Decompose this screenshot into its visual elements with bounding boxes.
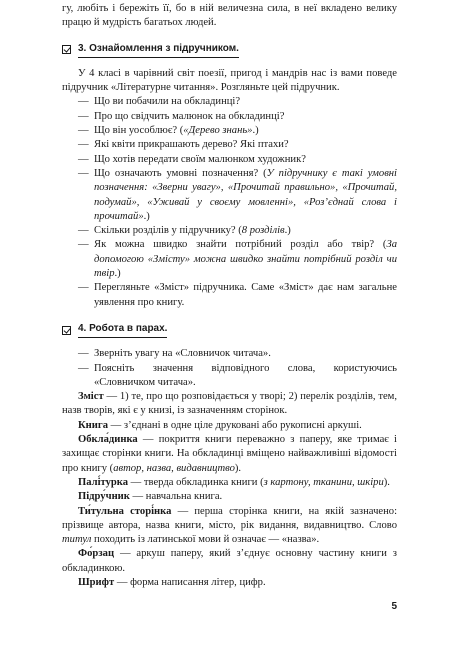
question-3: — Що він уособлює? («Дерево знань».): [78, 125, 259, 137]
question-7: — Скільки розділів у підручнику? (8 розділів.): [78, 225, 291, 237]
definition-pidruchnyk: Підру́чник — навчальна книга.: [78, 491, 223, 503]
section-4-heading: [62, 322, 397, 338]
task-1: — Зверніть увагу на «Словничок читача».: [78, 348, 271, 360]
task-2: — Поясніть значення відповідного слова, користуючись «Словничком читача».: [78, 362, 397, 388]
definition-obkladynka: Обкла́динка — покриття книги переважно з паперу, яке тримає і захищає сторінки книги. На обкладинці вміщено найважливіші відомості про книгу (автор, назва, видавництво).: [62, 434, 397, 474]
intro-paragraph: гу, любіть і бережіть її, бо в ній величезна сила, в неї вкладено велику працю й мудрість багатьох людей.: [62, 3, 397, 29]
definition-paliturka: Палі́турка — тверда обкладинка книги (з картону, тканини, шкіри).: [78, 476, 390, 488]
definition-zmist: Зміст — 1) те, про що розповідається у творі; 2) перелік розділів, тем, назв творів, які є у книзі, із зазначенням сторінок.: [62, 391, 397, 417]
checkbox-icon: [62, 45, 71, 54]
definition-forzats: Фо́рзац — аркуш паперу, який з’єднує основну частину книги з обкладинкою.: [62, 548, 397, 574]
definition-shryft: Шрифт — форма написання літер, цифр.: [78, 576, 266, 588]
question-2: — Про що свідчить малюнок на обкладинці?: [78, 110, 285, 122]
question-9: — Перегляньте «Зміст» підручника. Саме «Зміст» дає нам загальне уявлення про книгу.: [78, 282, 397, 308]
section-3-paragraph: У 4 класі в чарівний світ поезії, пригод і мандрів нас із вами поведе підручник «Літературне читання». Розгляньте цей підручник.: [62, 67, 397, 94]
question-4: — Які квіти прикрашають дерево? Які птахи?: [78, 139, 289, 151]
question-5: — Що хотів передати своїм малюнком художник?: [78, 153, 306, 165]
section-3-title: 3. Ознайомлення з підручником.: [78, 42, 239, 58]
definition-knyha: Книга — з’єднані в одне ціле друковані або рукописні аркуші.: [78, 419, 362, 431]
question-8: — Як можна швидко знайти потрібний розділ або твір? (За допомогою «Змісту» можна швидко знайти потрібний розділ чи твір.): [78, 239, 397, 280]
checkbox-icon: [62, 326, 71, 335]
page-number: 5: [391, 601, 397, 612]
question-1: — Що ви побачили на обкладинці?: [78, 96, 241, 108]
definition-tytulna: Ти́тульна сторі́нка — перша сторінка книги, на якій зазначено: прізвище автора, назва книги, місто, рік видання, видавництво. Слово титул походить із латинської мови й означає — «назва».: [62, 505, 398, 546]
section-3-heading: [62, 42, 397, 58]
section-4-title: 4. Робота в парах.: [78, 322, 167, 338]
page-body: [62, 2, 397, 590]
question-6: — Що означають умовні позначення? (У підручнику є такі умовні позначення: «Зверни увагу», «Прочитай правильно», «Прочитай, подумай», «Уживай у своєму мовленні», «Роз’єднай слова і прочитай».): [78, 167, 397, 222]
